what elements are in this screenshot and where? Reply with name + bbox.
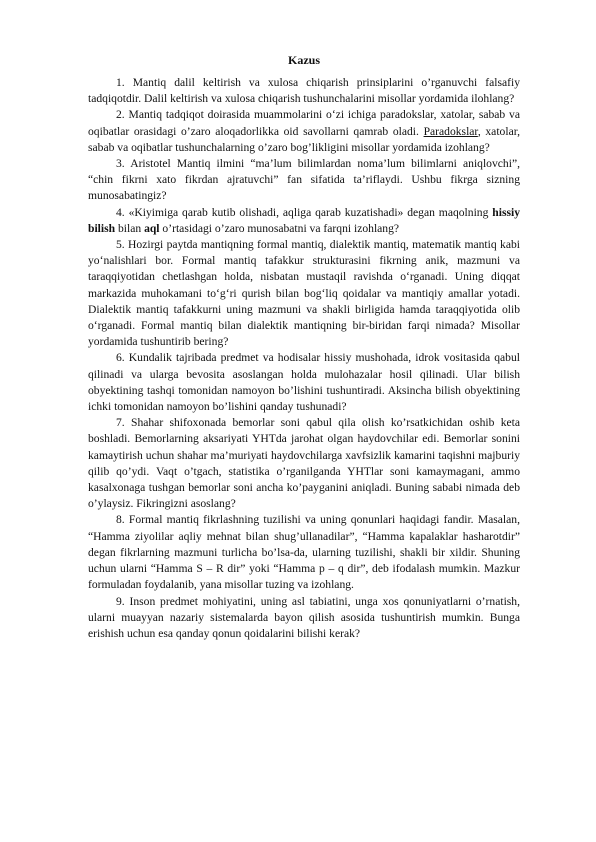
question-3: 3. Aristotel Mantiq ilmini “ma’lum bilimlardan noma’lum bilimlarni aniqlovchi”, “chin fikrni xato fikrdan ajratuvchi” fan sifatida ta’riflaydi. Ushbu fikrga sizning munosabatingiz? — [88, 157, 520, 203]
question-9: 9. Inson predmet mohiyatini, uning asl tabiatini, unga xos qonuniyatlarni o’rnatish, ularni muayyan nazariy sistemalarda bayon qilish asosida tushuntirish mumkin. Bunga erishish uchun esa qanday qonun qoidalarini bilishi kerak? — [88, 594, 520, 640]
question-2 — [88, 107, 520, 156]
question-6: 6. Kundalik tajribada predmet va hodisalar hissiy mushohada, idrok vositasida qabul qilinadi va ularga bevosita asoslangan holda mulohazalar hosil qilinadi. Ular bilish obyektining tashqi tomonidan namoyon bo’lishini tushuntiradi. Aksincha bilish obyektining ichki tomonidan namoyon bo’lishini qanday tushunadi? — [88, 351, 520, 414]
question-4 — [88, 205, 520, 237]
question-2-underlined-term: Paradokslar — [423, 124, 478, 138]
question-2-text-b: , xatolar, sabab va oqibatlar tushunchalarning o’zaro bog’likligini misollar yordamida izohlang? — [88, 124, 521, 154]
question-4-text-a: 4. «Kiyimiga qarab kutib olishadi, aqliga qarab kuzatishadi» degan maqolning — [116, 205, 493, 219]
question-2-text-a: 2. Mantiq tadqiqot doirasida muammolarini o‘zi ichiga paradokslar, xatolar, sabab va oqibatlar orasidagi o’zaro aloqadorlikka oid savollarni qamrab oladi. — [88, 108, 520, 138]
document-page — [88, 52, 520, 642]
question-4-text-b: bilan — [115, 221, 145, 235]
question-4-bold-term-1: hissiy bilish — [88, 205, 520, 235]
question-4-text-c: o’rtasidagi o’zaro munosabatni va farqni izohlang? — [159, 221, 400, 235]
question-5: 5. Hozirgi paytda mantiqning formal mantiq, dialektik mantiq, matematik mantiq kabi yo‘nalishlari bor. Formal mantiq tafakkur strukturasini fikrning anik, mazmuni va taraqqiyotidan chetlashgan holda, nisbatan mustaqil ravishda o‘rganadi. Uning diqqat markazida muhokamani to‘g‘ri qurish bilan bog‘liq qoidalar va mantiqiy amallar yotadi. Dialektik mantiq tafakkurni uning mazmuni va shakli birligida hamda taraqqiyotida olib o‘rganadi. Formal mantiq bilan dialektik mantiqning bir-biridan farqi nimada? Misollar yordamida tushuntirib bering? — [88, 238, 520, 349]
question-8: 8. Formal mantiq fikrlashning tuzilishi va uning qonunlari haqidagi fandir. Masalan, “Hamma ziyolilar aqliy mehnat bilan shug’ullanadilar”, “Hamma kapalaklar hasharotdir” degan fikrlarning mazmuni turlicha bo’lsa-da, ularning tuzilishi, shakli bir xildir. Shuning uchun ularni “Hamma S – R dir” yoki “Hamma p – q dir”, deb ifodalash mumkin. Mazkur formuladan foydalanib, yana misollar tuzing va izohlang. — [88, 513, 520, 592]
question-4-bold-term-2: aql — [144, 221, 160, 235]
page-title: Kazus — [287, 53, 320, 67]
question-1: 1. Mantiq dalil keltirish va xulosa chiqarish prinsiplarini o’rganuvchi falsafiy tadqiqotdir. Dalil keltirish va xulosa chiqarish tushunchalarini misollar yordamida ilohlang? — [88, 76, 520, 106]
question-7: 7. Shahar shifoxonada bemorlar soni qabul qila olish ko’rsatkichidan oshib keta boshladi. Bemorlarning aksariyati YHTda jarohat olgan haydovchilar edi. Bemorlar sonini kamaytirish uchun shahar ma’muriyati haydovchilarga xavfsizlik kamarini taqishni majburiy qilib qo’ydi. Vaqt o’tgach, statistika o’rganilganda YHTlar soni kamaymagani, ammo kasalxonaga tushgan bemorlar soni ancha ko’payganini aniqladi. Buning sababi nimada deb o’ylaysiz. Fikringizni asoslang? — [88, 416, 520, 511]
